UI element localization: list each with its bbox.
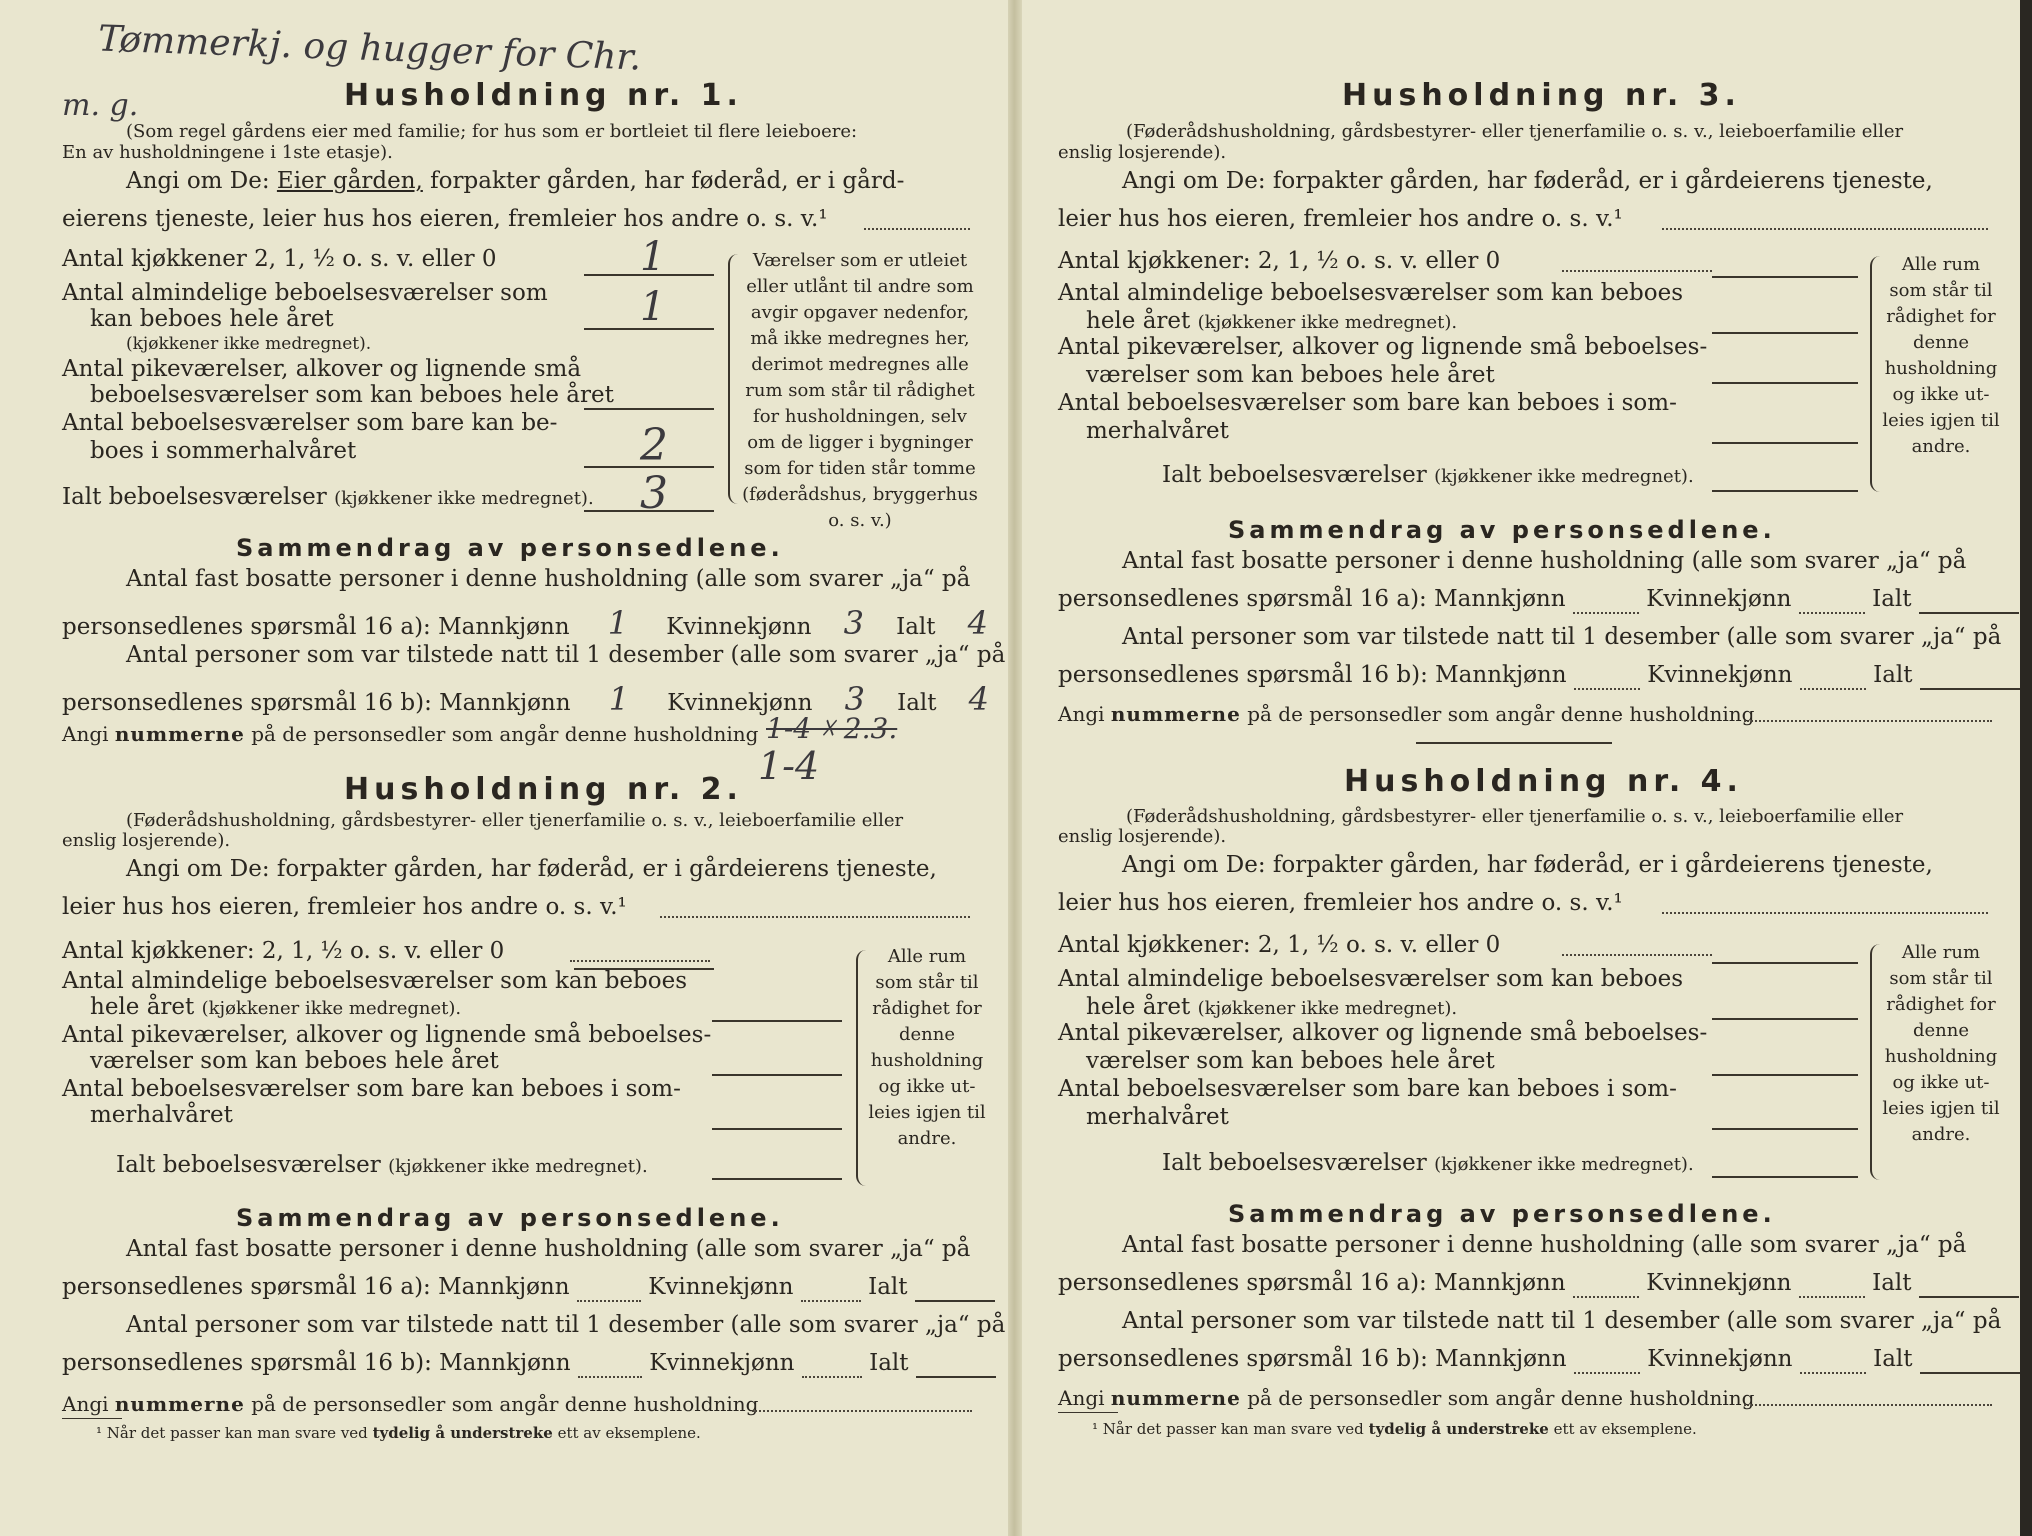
- h2-maid-line: [712, 1074, 842, 1076]
- h3-maid-line: [1712, 382, 1858, 384]
- present-label: personsedlenes spørsmål 16 b): Mannkjønn: [62, 1350, 571, 1376]
- household-3-side-note: Alle rum som står til rådighet for denne husholdning og ikke utleies igjen til andre.: [1882, 254, 2000, 457]
- household-4-intro-2: enslig losjerende).: [1058, 826, 1227, 847]
- h1-resident-line-2: [62, 604, 1013, 642]
- angi-underlined-choice: Eier gården,: [276, 168, 423, 194]
- blank-total: [915, 1274, 995, 1302]
- h4-side-brace: [1870, 944, 1882, 1180]
- present-label: personsedlenes spørsmål 16 b): Mannkjønn: [62, 690, 571, 716]
- household-4-title: Husholdning nr. 4.: [1344, 764, 1743, 799]
- household-1-angi: [126, 168, 904, 194]
- female-label: Kvinnekjønn: [1647, 662, 1793, 688]
- blank-male: [1573, 1270, 1639, 1298]
- household-1-summary-title: Sammendrag av personsedlene.: [236, 534, 784, 562]
- h4-angi-line: [1662, 912, 1988, 914]
- h4-kitchens-line: [1712, 962, 1858, 964]
- h4-resident-line-2: [1058, 1270, 2019, 1298]
- rooms-line: [584, 328, 714, 330]
- rooms-c: (kjøkkener ikke medregnet).: [1197, 998, 1458, 1019]
- numbers-bold: nummerne: [1110, 1386, 1241, 1410]
- h2-summer-row-a: Antal beboelsesværelser som bare kan beboes i som-: [62, 1076, 681, 1102]
- numbers-pre: Angi: [62, 722, 109, 746]
- total-label: Ialt beboelsesværelser: [62, 484, 327, 510]
- household-2-title: Husholdning nr. 2.: [344, 772, 743, 807]
- household-1-title: Husholdning nr. 1.: [344, 78, 743, 113]
- h2-maid-row-b: værelser som kan beboes hele året: [90, 1048, 499, 1074]
- total-rooms-line: [584, 510, 714, 512]
- h1-numbers-line: [62, 722, 758, 746]
- total-label: Ialt: [897, 690, 937, 716]
- household-4-side-note: Alle rum som står til rådighet for denne husholdning og ikke utleies igjen til andre.: [1882, 942, 2000, 1145]
- numbers-post: på de personsedler som angår denne husholdning: [251, 722, 759, 746]
- margin-note: Tømmerkj. og hugger for Chr.: [97, 18, 642, 79]
- total-note: (kjøkkener ikke medregnet).: [1434, 466, 1694, 487]
- household-1-intro-2: En av husholdningene i 1ste etasje).: [62, 142, 393, 163]
- h3-present-line-1: Antal personer som var tilstede natt til 1 desember (alle som svarer „ja“ på: [1122, 624, 2002, 650]
- present-male: 1: [608, 680, 630, 718]
- footnote-rule-left: [62, 1418, 122, 1419]
- total-label: Ialt beboelsesværelser: [116, 1152, 381, 1178]
- h2-numbers-dots: [752, 1410, 972, 1412]
- footnote-bold: tydelig å understreke: [372, 1424, 553, 1442]
- h2-kitchens-dots: [570, 960, 710, 962]
- total-label: Ialt: [1872, 586, 1912, 612]
- h4-resident-line-1: Antal fast bosatte personer i denne husholdning (alle som svarer „ja“ på: [1122, 1232, 1967, 1258]
- numbers-pre: Angi: [1058, 702, 1105, 726]
- household-3-intro-2: enslig losjerende).: [1058, 142, 1227, 163]
- h3-angi-line: [1662, 228, 1988, 230]
- household-4-intro: (Føderådshusholdning, gårdsbestyrer- eller tjenerfamilie o. s. v., leieboerfamilie eller: [1126, 806, 1904, 827]
- maid-rooms-row-b: beboelsesværelser som kan beboes hele året: [90, 382, 614, 408]
- rooms-b: hele året: [1086, 994, 1191, 1020]
- female-label: Kvinnekjønn: [1647, 1346, 1793, 1372]
- household-1-angi-2: eierens tjeneste, leier hus hos eieren, fremleier hos andre o. s. v.¹: [62, 206, 828, 232]
- angi-label: Angi om De:: [126, 168, 270, 194]
- rooms-row-a: Antal almindelige beboelsesværelser som: [62, 280, 548, 306]
- h4-summer-row-a: Antal beboelsesværelser som bare kan beboes i som-: [1058, 1076, 1677, 1102]
- summer-rooms-row-b: boes i sommerhalvåret: [90, 438, 357, 464]
- total-label: Ialt: [868, 1274, 908, 1300]
- h2-numbers-line: [62, 1392, 758, 1416]
- blank-female: [1799, 586, 1865, 614]
- rooms-c: (kjøkkener ikke medregnet).: [201, 998, 462, 1019]
- total-note: (kjøkkener ikke medregnet).: [334, 488, 594, 509]
- right-page: [1022, 0, 2020, 1536]
- footnote-pre: Når det passer kan man svare ved: [1102, 1420, 1364, 1438]
- female-label: Kvinnekjønn: [667, 690, 813, 716]
- blank-male: [578, 1350, 642, 1378]
- h4-kitchens-dots: [1562, 954, 1712, 956]
- total-label: Ialt beboelsesværelser: [1162, 462, 1427, 488]
- h4-maid-row-a: Antal pikeværelser, alkover og lignende små beboelses-: [1058, 1020, 1708, 1046]
- h2-summer-row-b: merhalvåret: [90, 1102, 233, 1128]
- rooms-b: hele året: [1086, 308, 1191, 334]
- h4-rooms-row-b: [1086, 994, 1457, 1020]
- numbers-post: på de personsedler som angår denne husholdning: [251, 1392, 759, 1416]
- h1-resident-line-1: Antal fast bosatte personer i denne husholdning (alle som svarer „ja“ på: [126, 566, 971, 592]
- blank-female: [1800, 662, 1866, 690]
- h4-numbers-line: [1058, 1386, 1754, 1410]
- h2-present-line-2: [62, 1350, 996, 1378]
- h2-rooms-line: [712, 1020, 842, 1022]
- resident-label: personsedlenes spørsmål 16 a): Mannkjønn: [1058, 1270, 1566, 1296]
- household-3-intro: (Føderådshusholdning, gårdsbestyrer- eller tjenerfamilie o. s. v., leieboerfamilie eller: [1126, 121, 1904, 142]
- footnote-post: ett av eksemplene.: [557, 1424, 701, 1442]
- blank-total: [916, 1350, 996, 1378]
- blank-male: [577, 1274, 641, 1302]
- h4-rooms-line: [1712, 1018, 1858, 1020]
- h3-numbers-line: [1058, 702, 1754, 726]
- blank-female: [801, 1274, 861, 1302]
- total-label: Ialt: [1873, 662, 1913, 688]
- footnote-rule-right: [1058, 1412, 1118, 1413]
- total-label: Ialt beboelsesværelser: [1162, 1150, 1427, 1176]
- numbers-post: på de personsedler som angår denne husholdning: [1247, 1386, 1755, 1410]
- numbers-pre: Angi: [62, 1392, 109, 1416]
- h3-kitchens-row: Antal kjøkkener: 2, 1, ½ o. s. v. eller 0: [1058, 248, 1501, 274]
- h4-maid-row-b: værelser som kan beboes hele året: [1086, 1048, 1495, 1074]
- blank-total: [1919, 1270, 2019, 1298]
- blank-female: [1800, 1346, 1866, 1374]
- household-3-angi-2: leier hus hos eieren, fremleier hos andre o. s. v.¹: [1058, 206, 1623, 232]
- h1-numbers-struck: 1-4 ☓ 2.3.: [766, 712, 898, 745]
- maid-rooms-line: [584, 408, 714, 410]
- female-label: Kvinnekjønn: [1646, 586, 1792, 612]
- rooms-value: 1: [640, 284, 666, 330]
- footnote-bold: tydelig å understreke: [1368, 1420, 1549, 1438]
- h1-present-line-1: Antal personer som var tilstede natt til 1 desember (alle som svarer „ja“ på: [126, 642, 1006, 668]
- h2-total-line: [712, 1178, 842, 1180]
- female-label: Kvinnekjønn: [648, 1274, 794, 1300]
- rooms-row-c: (kjøkkener ikke medregnet).: [126, 334, 372, 354]
- resident-female: 3: [843, 604, 864, 642]
- h3-summer-row-b: merhalvåret: [1086, 418, 1229, 444]
- h3-rooms-row-a: Antal almindelige beboelsesværelser som kan beboes: [1058, 280, 1684, 306]
- h4-present-line-2: [1058, 1346, 2020, 1374]
- footnote-right: [1092, 1420, 1697, 1438]
- female-label: Kvinnekjønn: [649, 1350, 795, 1376]
- h3-total-row: [1162, 462, 1694, 488]
- female-label: Kvinnekjønn: [666, 614, 812, 640]
- numbers-bold: nummerne: [114, 1392, 245, 1416]
- h2-resident-line-2: [62, 1274, 995, 1302]
- h2-side-brace: [856, 950, 868, 1186]
- present-label: personsedlenes spørsmål 16 b): Mannkjønn: [1058, 1346, 1567, 1372]
- h2-total-row: [116, 1152, 648, 1178]
- h3-numbers-dots: [1744, 720, 1992, 722]
- h2-kitchens-row: Antal kjøkkener: 2, 1, ½ o. s. v. eller 0: [62, 938, 505, 964]
- resident-label: personsedlenes spørsmål 16 a): Mannkjønn: [1058, 586, 1566, 612]
- footnote-mark: ¹: [96, 1424, 103, 1442]
- section-separator: [1416, 742, 1612, 744]
- footnote-mark: ¹: [1092, 1420, 1099, 1438]
- side-note-brace: [728, 254, 740, 504]
- h3-summer-line: [1712, 442, 1858, 444]
- household-3-summary-title: Sammendrag av personsedlene.: [1228, 516, 1776, 544]
- h4-present-line-1: Antal personer som var tilstede natt til 1 desember (alle som svarer „ja“ på: [1122, 1308, 2002, 1334]
- summer-rooms-row-a: Antal beboelsesværelser som bare kan be-: [62, 410, 558, 436]
- household-2-summary-title: Sammendrag av personsedlene.: [236, 1204, 784, 1232]
- blank-female: [1799, 1270, 1865, 1298]
- household-2-angi: Angi om De: forpakter gården, har føderåd, er i gårdeierens tjeneste,: [126, 856, 937, 882]
- total-label: Ialt: [896, 614, 936, 640]
- household-2-intro-2: enslig losjerende).: [62, 830, 231, 851]
- numbers-pre: Angi: [1058, 1386, 1105, 1410]
- h4-summer-line: [1712, 1128, 1858, 1130]
- h4-summer-row-b: merhalvåret: [1086, 1104, 1229, 1130]
- blank-male: [1573, 586, 1639, 614]
- rooms-b: hele året: [90, 994, 195, 1020]
- household-3-angi: Angi om De: forpakter gården, har føderåd, er i gårdeierens tjeneste,: [1122, 168, 1933, 194]
- h3-maid-row-b: værelser som kan beboes hele året: [1086, 362, 1495, 388]
- h2-rooms-row-a: Antal almindelige beboelsesværelser som kan beboes: [62, 968, 688, 994]
- h3-side-brace: [1870, 256, 1882, 492]
- household-4-summary-title: Sammendrag av personsedlene.: [1228, 1200, 1776, 1228]
- blank-male: [1574, 1346, 1640, 1374]
- h2-resident-line-1: Antal fast bosatte personer i denne husholdning (alle som svarer „ja“ på: [126, 1236, 971, 1262]
- h3-resident-line-2: [1058, 586, 2019, 614]
- h1-numbers-value: 1-4: [758, 744, 820, 788]
- resident-total: 4: [967, 604, 989, 642]
- blank-total: [1920, 1346, 2020, 1374]
- h3-rooms-line: [1712, 332, 1858, 334]
- h3-summer-row-a: Antal beboelsesværelser som bare kan beboes i som-: [1058, 390, 1677, 416]
- h2-rooms-row-b: [90, 994, 461, 1020]
- h3-rooms-row-b: [1086, 308, 1457, 334]
- kitchens-row: Antal kjøkkener 2, 1, ½ o. s. v. eller 0: [62, 246, 497, 272]
- household-2-angi-2: leier hus hos eieren, fremleier hos andre o. s. v.¹: [62, 894, 627, 920]
- household-4-angi-2: leier hus hos eieren, fremleier hos andre o. s. v.¹: [1058, 890, 1623, 916]
- h4-total-line: [1712, 1176, 1858, 1178]
- numbers-bold: nummerne: [1110, 702, 1241, 726]
- h3-kitchens-dots: [1562, 270, 1712, 272]
- footnote-post: ett av eksemplene.: [1553, 1420, 1697, 1438]
- h4-numbers-dots: [1744, 1404, 1992, 1406]
- household-3-title: Husholdning nr. 3.: [1342, 78, 1741, 113]
- rooms-c: (kjøkkener ikke medregnet).: [1197, 312, 1458, 333]
- numbers-bold: nummerne: [114, 722, 245, 746]
- resident-male: 1: [607, 604, 629, 642]
- resident-label: personsedlenes spørsmål 16 a): Mannkjønn: [62, 614, 570, 640]
- h4-total-row: [1162, 1150, 1694, 1176]
- page-gutter: [1008, 0, 1022, 1536]
- h4-rooms-row-a: Antal almindelige beboelsesværelser som kan beboes: [1058, 966, 1684, 992]
- summer-rooms-value: 2: [640, 420, 668, 471]
- kitchens-line: [584, 274, 714, 276]
- left-page: [0, 0, 1008, 1536]
- present-total: 4: [968, 680, 990, 718]
- h3-total-line: [1712, 490, 1858, 492]
- household-4-angi: Angi om De: forpakter gården, har føderåd, er i gårdeierens tjeneste,: [1122, 852, 1933, 878]
- h2-angi-line: [660, 916, 970, 918]
- h3-maid-row-a: Antal pikeværelser, alkover og lignende små beboelses-: [1058, 334, 1708, 360]
- household-2-side-note: Alle rum som står til rådighet for denne husholdning og ikke utleies igjen til andre.: [868, 946, 986, 1149]
- present-female: 3: [844, 680, 865, 718]
- h3-kitchens-line: [1712, 276, 1858, 278]
- total-note: (kjøkkener ikke medregnet).: [1434, 1154, 1694, 1175]
- angi-rest: forpakter gården, har føderåd, er i gård-: [430, 168, 905, 194]
- rooms-row-b: kan beboes hele året: [90, 306, 334, 332]
- resident-label: personsedlenes spørsmål 16 a): Mannkjønn: [62, 1274, 570, 1300]
- h3-present-line-2: [1058, 662, 2020, 690]
- household-2-intro: (Føderådshusholdning, gårdsbestyrer- eller tjenerfamilie o. s. v., leieboerfamilie eller: [126, 810, 904, 831]
- blank-male: [1574, 662, 1640, 690]
- blank-total: [1919, 586, 2019, 614]
- h2-maid-row-a: Antal pikeværelser, alkover og lignende små beboelses-: [62, 1022, 712, 1048]
- total-label: Ialt: [1872, 1270, 1912, 1296]
- h4-kitchens-row: Antal kjøkkener: 2, 1, ½ o. s. v. eller 0: [1058, 932, 1501, 958]
- total-label: Ialt: [1873, 1346, 1913, 1372]
- h2-present-line-1: Antal personer som var tilstede natt til 1 desember (alle som svarer „ja“ på: [126, 1312, 1006, 1338]
- footnote-pre: Når det passer kan man svare ved: [106, 1424, 368, 1442]
- present-label: personsedlenes spørsmål 16 b): Mannkjønn: [1058, 662, 1567, 688]
- female-label: Kvinnekjønn: [1646, 1270, 1792, 1296]
- blank-female: [802, 1350, 862, 1378]
- household-1-intro: (Som regel gårdens eier med familie; for hus som er bortleiet til flere leieboere:: [126, 121, 858, 142]
- maid-rooms-row-a: Antal pikeværelser, alkover og lignende små: [62, 356, 582, 382]
- footnote-left: [96, 1424, 701, 1442]
- h4-maid-line: [1712, 1074, 1858, 1076]
- numbers-post: på de personsedler som angår denne husholdning: [1247, 702, 1755, 726]
- angi-answer-line: [864, 228, 970, 230]
- total-rooms-label: [62, 484, 594, 510]
- total-label: Ialt: [869, 1350, 909, 1376]
- household-1-side-note: Værelser som er utleiet eller utlånt til andre som avgir opgaver nedenfor, må ikke medregnes her, derimot medregnes alle rum som står til rådighet for husholdningen, selv om de ligger i bygninger som for tiden står tomme (føderådshus, bryggerhus o. s. v.): [742, 250, 978, 531]
- kitchens-value: 1: [640, 234, 666, 280]
- scan-edge: [2020, 0, 2032, 1536]
- blank-total: [1920, 662, 2020, 690]
- h3-resident-line-1: Antal fast bosatte personer i denne husholdning (alle som svarer „ja“ på: [1122, 548, 1967, 574]
- total-rooms-value: 3: [640, 468, 668, 519]
- h2-summer-line: [712, 1128, 842, 1130]
- margin-initials: m. g.: [62, 88, 139, 123]
- total-note: (kjøkkener ikke medregnet).: [388, 1156, 648, 1177]
